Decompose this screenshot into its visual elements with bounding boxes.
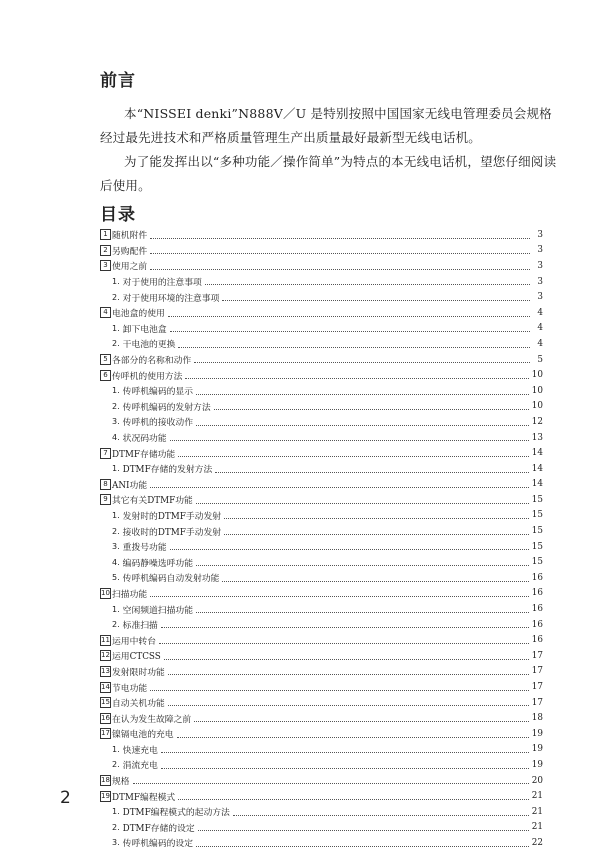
toc-dot-leader (194, 716, 529, 722)
toc-entry-title: 编码静噪选呼功能 (122, 558, 194, 569)
toc-dot-leader (196, 841, 529, 847)
toc-dot-leader (150, 233, 530, 239)
toc-entry-title: 运用中转台 (112, 636, 156, 647)
toc-entry-title: 使用之前 (112, 262, 148, 273)
toc-entry-title: 状况码功能 (122, 434, 167, 445)
toc-entry-page: 16 (531, 588, 543, 599)
toc-entry-page: 3 (537, 260, 543, 271)
toc-entry-number: 13 (101, 666, 110, 675)
toc-dot-leader (170, 326, 530, 332)
toc-dot-leader (170, 435, 529, 441)
toc-entry-number: 1. (112, 386, 120, 396)
toc-entry-page: 17 (531, 650, 543, 661)
toc-entry-page: 3 (537, 229, 543, 240)
toc-dot-leader (150, 264, 530, 270)
toc-entry (100, 227, 543, 243)
toc-entry-number: 4. (112, 433, 120, 443)
toc-entry (100, 352, 543, 368)
toc-entry-number: 16 (101, 713, 110, 722)
toc-entry (100, 601, 543, 617)
toc-entry-title: 标准扫描 (122, 621, 158, 632)
toc-entry-page: 17 (531, 697, 543, 708)
toc-entry-page: 12 (531, 416, 543, 427)
toc-entry (100, 523, 543, 539)
toc-heading: 目录 (100, 205, 136, 225)
toc-entry-title: 各部分的名称和动作 (112, 356, 192, 367)
toc-entry (100, 274, 543, 290)
toc-entry-number: 2. (112, 339, 120, 349)
toc-entry-number: 2. (112, 620, 120, 630)
toc-entry-title: DTMF存储的发射方法 (122, 465, 213, 476)
toc-entry-title: 节电功能 (112, 683, 148, 694)
toc-entry-number: 1. (112, 604, 120, 614)
toc-entry-page: 21 (531, 822, 543, 833)
toc-entry-number: 17 (101, 729, 110, 738)
toc-entry-title: 传呼机的接收动作 (122, 418, 194, 429)
toc-entry-page: 4 (537, 307, 543, 318)
toc-entry (100, 632, 543, 648)
toc-entry (100, 258, 543, 274)
toc-entry (100, 617, 543, 633)
toc-entry-number: 2. (112, 760, 120, 770)
toc-entry-page: 3 (537, 276, 543, 287)
toc-entry-page: 14 (531, 463, 543, 474)
toc-entry-number: 4 (100, 307, 111, 318)
toc-entry (100, 336, 543, 352)
toc-entry (100, 539, 543, 555)
toc-entry (100, 554, 543, 570)
toc-entry-title: 传呼机编码自动发射功能 (122, 574, 220, 585)
toc-entry-title: ANI功能 (112, 480, 148, 491)
preface-heading: 前言 (100, 71, 136, 91)
toc-dot-leader (150, 591, 529, 597)
toc-entry-title: DTMF编程模式 (112, 792, 176, 803)
toc-entry-number: 1 (100, 229, 111, 240)
toc-entry (100, 664, 543, 680)
toc-entry-title: 另购配件 (112, 246, 148, 257)
toc-entry (100, 773, 543, 789)
toc-dot-leader (214, 404, 529, 410)
toc-entry (100, 788, 543, 804)
toc-entry-page: 21 (531, 791, 543, 802)
toc-entry-page: 14 (531, 448, 543, 459)
toc-dot-leader (168, 700, 529, 706)
toc-entry (100, 445, 543, 461)
toc-dot-leader (178, 794, 529, 800)
toc-dot-leader (161, 763, 529, 769)
toc-dot-leader (178, 451, 529, 457)
toc-entry-title: 接收时的DTMF手动发射 (122, 527, 222, 538)
toc-entry-number: 9 (100, 494, 111, 505)
toc-entry (100, 492, 543, 508)
page-number: 2 (60, 788, 71, 808)
toc-entry-page: 16 (531, 572, 543, 583)
toc-entry (100, 695, 543, 711)
toc-entry (100, 430, 543, 446)
toc-entry-number: 6 (100, 370, 111, 381)
toc-dot-leader (159, 638, 529, 644)
toc-entry-title: 重拨号功能 (122, 543, 167, 554)
toc-entry-number: 2. (112, 526, 120, 536)
toc-entry-number: 1. (112, 510, 120, 520)
toc-entry (100, 477, 543, 493)
toc-entry-title: 其它有关DTMF功能 (112, 496, 193, 507)
toc-entry (100, 804, 543, 820)
toc-entry (100, 305, 543, 321)
toc-entry-number: 3. (112, 838, 120, 848)
toc-entry (100, 710, 543, 726)
toc-entry-page: 22 (531, 837, 543, 848)
toc-dot-leader (161, 622, 529, 628)
toc-dot-leader (150, 248, 530, 254)
toc-entry (100, 648, 543, 664)
toc-entry-title: 运用CTCSS (112, 652, 161, 663)
toc-entry-title: 发射时的DTMF手动发射 (122, 511, 222, 522)
toc-dot-leader (150, 685, 529, 691)
toc-entry (100, 414, 543, 430)
toc-entry-page: 15 (531, 510, 543, 521)
toc-entry-number: 10 (101, 588, 110, 597)
toc-dot-leader (222, 576, 528, 582)
toc-entry-page: 18 (531, 713, 543, 724)
toc-entry-number: 1. (112, 323, 120, 333)
toc-entry-number: 2. (112, 292, 120, 302)
toc-entry-title: 传呼机的使用方法 (112, 371, 183, 382)
toc-dot-leader (194, 357, 530, 363)
toc-dot-leader (164, 654, 529, 660)
toc-entry-page: 10 (531, 401, 543, 412)
toc-entry-page: 17 (531, 682, 543, 693)
toc-entry-page: 3 (537, 292, 543, 303)
toc-entry-number: 1. (112, 744, 120, 754)
toc-dot-leader (196, 560, 529, 566)
toc-entry-number: 2. (112, 822, 120, 832)
toc-dot-leader (198, 825, 529, 831)
toc-entry (100, 742, 543, 758)
toc-entry-page: 14 (531, 479, 543, 490)
toc-entry-title: DTMF存储功能 (112, 449, 176, 460)
toc-dot-leader (133, 778, 529, 784)
toc-entry-page: 5 (537, 354, 543, 365)
toc-entry-title: 扫描功能 (112, 589, 148, 600)
toc-entry-title: 在认为发生故障之前 (112, 714, 192, 725)
toc-dot-leader (224, 529, 529, 535)
toc-dot-leader (196, 607, 529, 613)
toc-entry-number: 11 (101, 635, 110, 644)
toc-entry-page: 13 (531, 432, 543, 443)
toc-entry (100, 383, 543, 399)
toc-list (100, 227, 543, 851)
toc-entry-page: 15 (531, 557, 543, 568)
toc-entry-page: 19 (531, 759, 543, 770)
toc-dot-leader (233, 810, 529, 816)
toc-entry-title: 干电池的更换 (122, 340, 176, 351)
preface-paragraph-2: 为了能发挥出以“多种功能／操作简单”为特点的本无线电话机，望您仔细阅读后使用。 (100, 154, 557, 193)
toc-entry-page: 16 (531, 619, 543, 630)
toc-entry-number: 12 (101, 651, 110, 660)
toc-entry (100, 461, 543, 477)
toc-dot-leader (185, 373, 528, 379)
toc-entry-number: 18 (101, 776, 110, 785)
toc-entry-page: 3 (537, 245, 543, 256)
toc-entry-title: 传呼机编码的显示 (122, 387, 194, 398)
toc-dot-leader (168, 669, 529, 675)
toc-entry-title: 随机附件 (112, 231, 148, 242)
toc-entry (100, 820, 543, 836)
toc-entry-title: 镍镉电池的充电 (112, 730, 174, 741)
toc-entry-number: 3 (100, 260, 111, 271)
toc-entry-number: 19 (101, 791, 110, 800)
toc-dot-leader (196, 389, 529, 395)
toc-entry-title: 自动关机功能 (112, 699, 165, 710)
toc-entry-number: 5. (112, 573, 120, 583)
toc-entry-number: 4. (112, 557, 120, 567)
toc-entry-number: 1. (112, 807, 120, 817)
toc-entry (100, 243, 543, 259)
toc-dot-leader (168, 311, 530, 317)
toc-entry-title: 快速充电 (122, 745, 158, 756)
toc-entry (100, 586, 543, 602)
toc-entry (100, 757, 543, 773)
toc-entry-number: 14 (101, 682, 110, 691)
toc-entry (100, 726, 543, 742)
toc-entry-page: 20 (531, 775, 543, 786)
toc-entry-page: 19 (531, 744, 543, 755)
toc-entry-page: 19 (531, 728, 543, 739)
toc-entry-number: 3. (112, 542, 120, 552)
toc-entry (100, 679, 543, 695)
toc-entry-page: 10 (531, 385, 543, 396)
toc-entry (100, 367, 543, 383)
toc-entry-page: 16 (531, 635, 543, 646)
toc-entry-title: 卸下电池盒 (122, 324, 167, 335)
toc-dot-leader (150, 482, 529, 488)
toc-entry (100, 289, 543, 305)
toc-entry (100, 399, 543, 415)
toc-entry (100, 835, 543, 851)
toc-dot-leader (196, 498, 529, 504)
toc-entry-page: 4 (537, 323, 543, 334)
toc-entry-title: 传呼机编码的发射方法 (122, 402, 211, 413)
toc-dot-leader (196, 420, 529, 426)
toc-entry-number: 1. (112, 277, 120, 287)
toc-entry-title: DTMF存储的设定 (122, 823, 195, 834)
toc-entry (100, 508, 543, 524)
toc-entry-page: 17 (531, 666, 543, 677)
toc-dot-leader (222, 295, 530, 301)
preface-paragraph-1: 本“NISSEI denki”N888V／U 是特别按照中国国家无线电管理委员会规格经过最先进技术和严格质量管理生产出质量最好最新型无线电话机。 (100, 106, 552, 145)
toc-entry-number: 1. (112, 464, 120, 474)
toc-entry-title: 对于使用的注意事项 (122, 278, 202, 289)
toc-dot-leader (215, 467, 529, 473)
toc-entry-number: 5 (100, 354, 111, 365)
toc-dot-leader (161, 747, 529, 753)
toc-entry-number: 2. (112, 401, 120, 411)
toc-entry (100, 570, 543, 586)
toc-entry-title: 电池盒的使用 (112, 309, 165, 320)
toc-entry-title: 规格 (112, 777, 130, 788)
toc-entry-page: 15 (531, 494, 543, 505)
toc-entry-title: 对于使用环境的注意事项 (122, 293, 220, 304)
toc-entry-page: 16 (531, 604, 543, 615)
toc-entry-number: 2 (100, 245, 111, 256)
toc-entry-title: DTMF编程模式的起动方法 (122, 808, 230, 819)
toc-entry-number: 7 (100, 448, 111, 459)
toc-entry-page: 10 (531, 370, 543, 381)
toc-dot-leader (178, 342, 530, 348)
toc-entry-number: 8 (100, 479, 111, 490)
toc-entry-title: 传呼机编码的设定 (122, 839, 194, 850)
toc-entry-page: 15 (531, 526, 543, 537)
toc-dot-leader (224, 513, 529, 519)
toc-dot-leader (205, 279, 530, 285)
toc-dot-leader (170, 544, 529, 550)
toc-entry-page: 15 (531, 541, 543, 552)
toc-entry-number: 3. (112, 417, 120, 427)
toc-entry (100, 321, 543, 337)
toc-dot-leader (177, 732, 529, 738)
toc-entry-page: 4 (537, 338, 543, 349)
toc-entry-page: 21 (531, 806, 543, 817)
toc-entry-title: 空闲频道扫描功能 (122, 605, 194, 616)
toc-entry-title: 发射限时功能 (112, 667, 165, 678)
toc-entry-title: 涓流充电 (122, 761, 158, 772)
toc-entry-number: 15 (101, 698, 110, 707)
